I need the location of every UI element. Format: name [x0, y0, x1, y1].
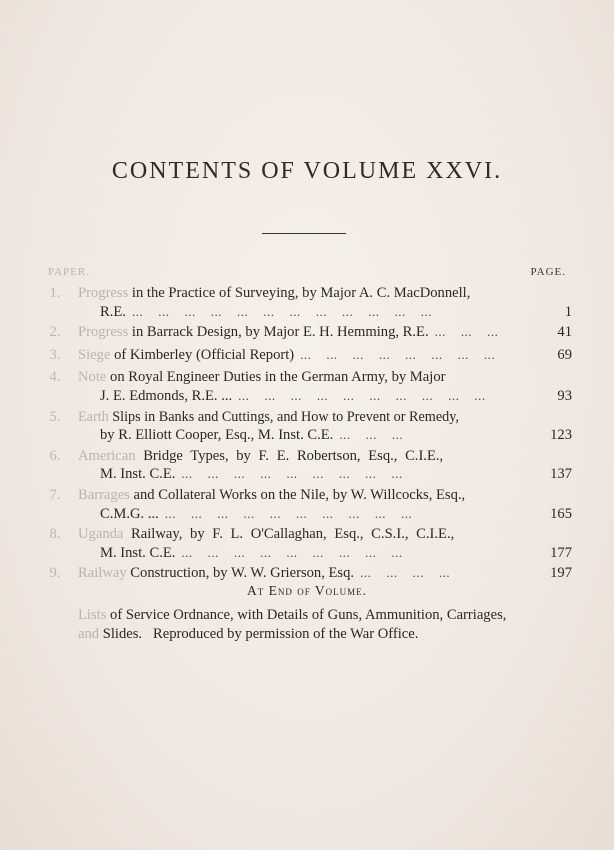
page-number: 177: [550, 544, 572, 561]
title-rule: [262, 233, 346, 234]
dot-leader: ... ... ...: [339, 427, 404, 443]
contents-entry: [48, 525, 572, 562]
page-number: 69: [557, 346, 572, 363]
entry-title: Slips in Banks and Cuttings, and How to Prevent or Remedy,: [108, 408, 459, 425]
entry-lead: Note: [78, 369, 107, 386]
page-number: 123: [550, 427, 572, 444]
contents-entry: [48, 486, 572, 523]
paper-number: 6.: [49, 447, 61, 464]
entry-author: M. Inst. C.E.: [100, 466, 176, 483]
appendix-lead: Lists: [78, 607, 107, 623]
entry-lead: Earth: [78, 408, 109, 425]
paper-number: 2.: [49, 324, 61, 341]
entry-author: M. Inst. C.E.: [100, 544, 176, 561]
dot-leader: ... ... ...: [434, 324, 499, 340]
entry-lead: Railway: [78, 565, 127, 582]
dot-leader: ... ... ... ... ... ... ... ... ... ... ... ...: [131, 303, 432, 319]
entry-author: C.M.G. ...: [100, 505, 159, 522]
page-column-heading: PAGE.: [530, 266, 566, 278]
section-heading: At End of Volume.: [247, 583, 367, 598]
entry-title: on Royal Engineer Duties in the German Army, by Major: [106, 369, 446, 386]
entry-author: J. E. Edmonds, R.E. ...: [100, 387, 233, 404]
contents-entry: [48, 447, 572, 484]
page-number: 1: [564, 303, 572, 320]
contents-entry: [48, 564, 572, 583]
dot-leader: ... ... ... ... ... ... ... ...: [300, 346, 496, 362]
dot-leader: ... ... ... ... ... ... ... ... ...: [181, 544, 403, 560]
appendix-text: of Service Ordnance, with Details of Guns, Ammunition, Carriages,: [106, 607, 507, 623]
contents-list: [48, 284, 572, 583]
appendix-lead: and: [78, 626, 100, 642]
dot-leader: ... ... ... ... ... ... ... ... ... ...: [238, 387, 486, 403]
paper-number: 7.: [49, 486, 61, 503]
entry-title: Bridge Types, by F. E. Robertson, Esq., C.I.E.,: [135, 447, 444, 464]
entry-title: of Kimberley (Official Report): [110, 346, 295, 363]
entry-lead: Siege: [78, 346, 111, 363]
paper-number: 5.: [49, 408, 61, 425]
page-number: 41: [557, 324, 572, 341]
entry-author: by R. Elliott Cooper, Esq., M. Inst. C.E.: [100, 427, 334, 444]
entry-title: in Barrack Design, by Major E. H. Hemming, R.E.: [128, 324, 429, 341]
paper-number: 8.: [49, 526, 61, 543]
entry-lead: American: [78, 447, 136, 464]
paper-number: 9.: [49, 565, 61, 582]
paper-number: 4.: [49, 369, 61, 386]
page-number: 197: [550, 565, 572, 582]
page-number: 165: [550, 505, 572, 522]
appendix-text: Slides. Reproduced by permission of the War Office.: [99, 626, 419, 642]
appendix-entry: [78, 606, 568, 644]
entry-title: Railway, by F. L. O'Callaghan, Esq., C.S.I., C.I.E.,: [123, 526, 455, 543]
entry-lead: Progress: [78, 285, 129, 301]
page-number: 137: [550, 466, 572, 483]
contents-entry: [48, 323, 572, 342]
entry-lead: Barrages: [78, 486, 130, 503]
paper-column-heading: PAPER.: [48, 266, 90, 278]
contents-entry: [48, 368, 572, 405]
dot-leader: ... ... ... ...: [360, 565, 451, 581]
dot-leader: ... ... ... ... ... ... ... ... ... ...: [164, 505, 413, 521]
dot-leader: ... ... ... ... ... ... ... ... ...: [181, 466, 403, 482]
contents-entry: [48, 346, 572, 365]
contents-entry: [48, 284, 572, 321]
entry-lead: Uganda: [78, 526, 124, 543]
page-number: 93: [557, 387, 572, 404]
entry-title: and Collateral Works on the Nile, by W. Willcocks, Esq.,: [129, 486, 466, 503]
contents-entry: [48, 408, 572, 445]
entry-title: in the Practice of Surveying, by Major A. C. MacDonnell,: [128, 285, 471, 301]
paper-number: 3.: [49, 346, 61, 363]
paper-number: 1.: [49, 285, 61, 301]
entry-title: Construction, by W. W. Grierson, Esq.: [126, 565, 355, 582]
entry-author: R.E.: [100, 303, 126, 320]
entry-lead: Progress: [78, 324, 129, 341]
page-title: CONTENTS OF VOLUME XXVI.: [111, 158, 503, 184]
